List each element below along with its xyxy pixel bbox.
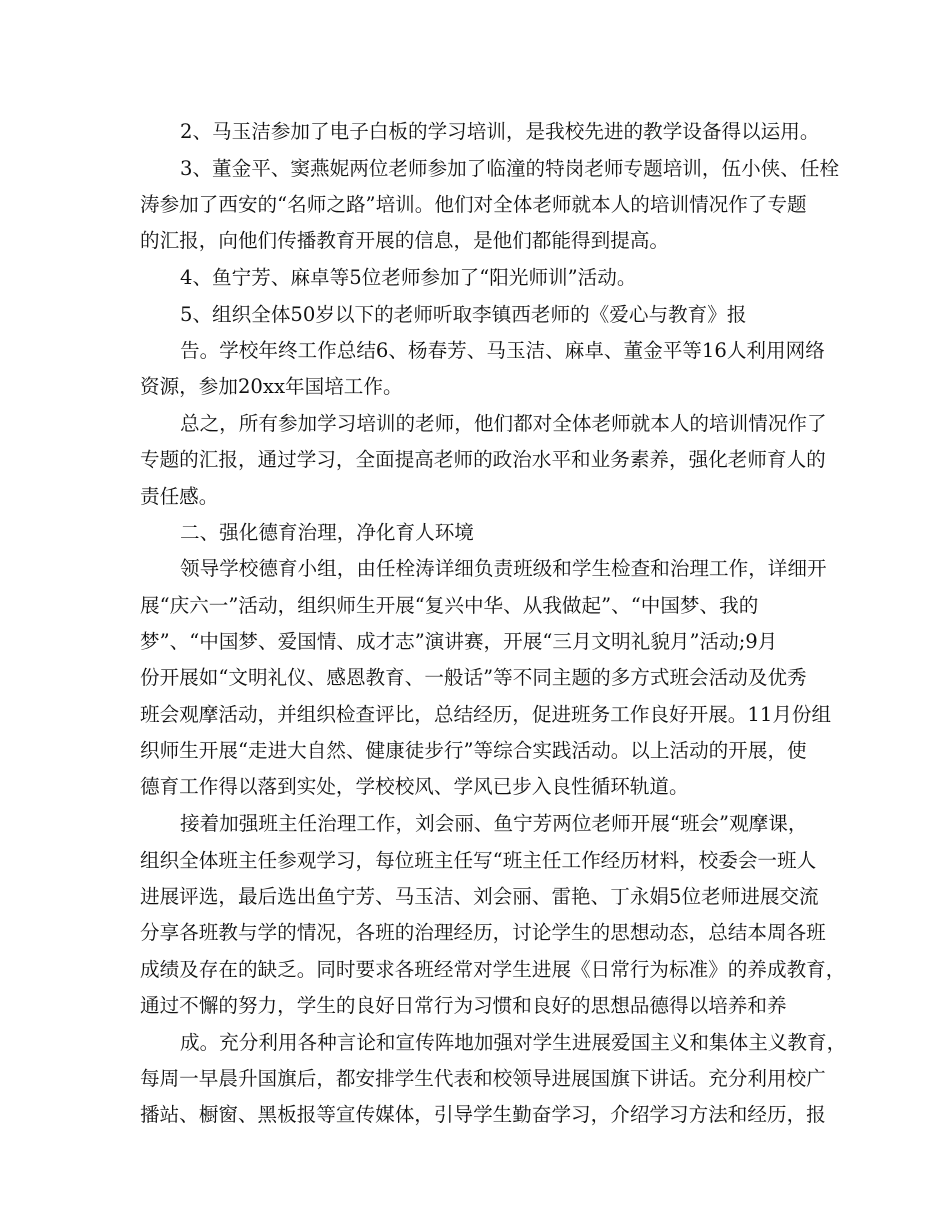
text-line: 班会观摩活动，并组织检查评比，总结经历，促进班务工作良好开展。11月份组 <box>140 703 832 726</box>
text-line: 成。充分利用各种言论和宣传阵地加强对学生进展爱国主义和集体主义教育， <box>180 1031 847 1054</box>
text-line: 份开展如“文明礼仪、感恩教育、一般话”等不同主题的多方式班会活动及优秀 <box>140 666 807 689</box>
text-line: 5、组织全体50岁以下的老师听取李镇西老师的《爱心与教育》报 <box>180 303 747 326</box>
text-line: 2、马玉洁参加了电子白板的学习培训，是我校先进的教学设备得以运用。 <box>180 120 820 143</box>
text-line: 告。学校年终工作总结6、杨春芳、马玉洁、麻卓、董金平等16人利用网络 <box>180 339 825 362</box>
text-line: 资源，参加20xx年国培工作。 <box>140 375 403 398</box>
text-line: 进展评选，最后选出鱼宁芳、马玉洁、刘会丽、雷艳、丁永娟5位老师进展交流 <box>140 885 819 908</box>
text-line: 涛参加了西安的“名师之路”培训。他们对全体老师就本人的培训情况作了专题 <box>140 193 807 216</box>
text-line: 成绩及存在的缺乏。同时要求各班经常对学生进展《日常行为标准》的养成教育， <box>140 958 846 981</box>
section-heading: 二、强化德育治理，净化育人环境 <box>180 521 474 544</box>
text-line: 每周一早晨升国旗后，都安排学生代表和校领导进展国旗下讲话。充分利用校广 <box>140 1067 826 1090</box>
text-line: 3、董金平、窦燕妮两位老师参加了临潼的特岗老师专题培训，伍小侠、任栓 <box>180 157 840 180</box>
text-line: 织师生开展“走进大自然、健康徒步行”等综合实践活动。以上活动的开展，使 <box>140 739 807 762</box>
text-line: 接着加强班主任治理工作，刘会丽、鱼宁芳两位老师开展“班会”观摩课， <box>180 812 808 835</box>
text-line: 播站、橱窗、黑板报等宣传媒体，引导学生勤奋学习，介绍学习方法和经历，报 <box>140 1103 826 1126</box>
text-line: 分享各班教与学的情况，各班的治理经历，讨论学生的思想动态，总结本周各班 <box>140 921 826 944</box>
text-line: 领导学校德育小组，由任栓涛详细负责班级和学生检查和治理工作，详细开 <box>180 557 827 580</box>
text-line: 展“庆六一”活动，组织师生开展“复兴中华、从我做起”、“中国梦、我的 <box>140 594 759 617</box>
text-line: 德育工作得以落到实处，学校校风、学风已步入良性循环轨道。 <box>140 775 689 798</box>
text-line: 通过不懈的努力，学生的良好日常行为习惯和良好的思想品德得以培养和养 <box>140 994 787 1017</box>
text-line: 总之，所有参加学习培训的老师，他们都对全体老师就本人的培训情况作了 <box>180 412 827 435</box>
text-line: 4、鱼宁芳、麻卓等5位老师参加了“阳光师训”活动。 <box>180 266 637 289</box>
text-line: 专题的汇报，通过学习，全面提高老师的政治水平和业务素养，强化老师育人的 <box>140 448 826 471</box>
text-line: 责任感。 <box>140 485 219 508</box>
text-line: 梦”、“中国梦、爱国情、成才志”演讲赛，开展“三月文明礼貌月”活动;9月 <box>140 630 778 653</box>
text-line: 的汇报，向他们传播教育开展的信息，是他们都能得到提高。 <box>140 229 670 252</box>
text-line: 组织全体班主任参观学习，每位班主任写“班主任工作经历材料，校委会一班人 <box>140 849 817 872</box>
